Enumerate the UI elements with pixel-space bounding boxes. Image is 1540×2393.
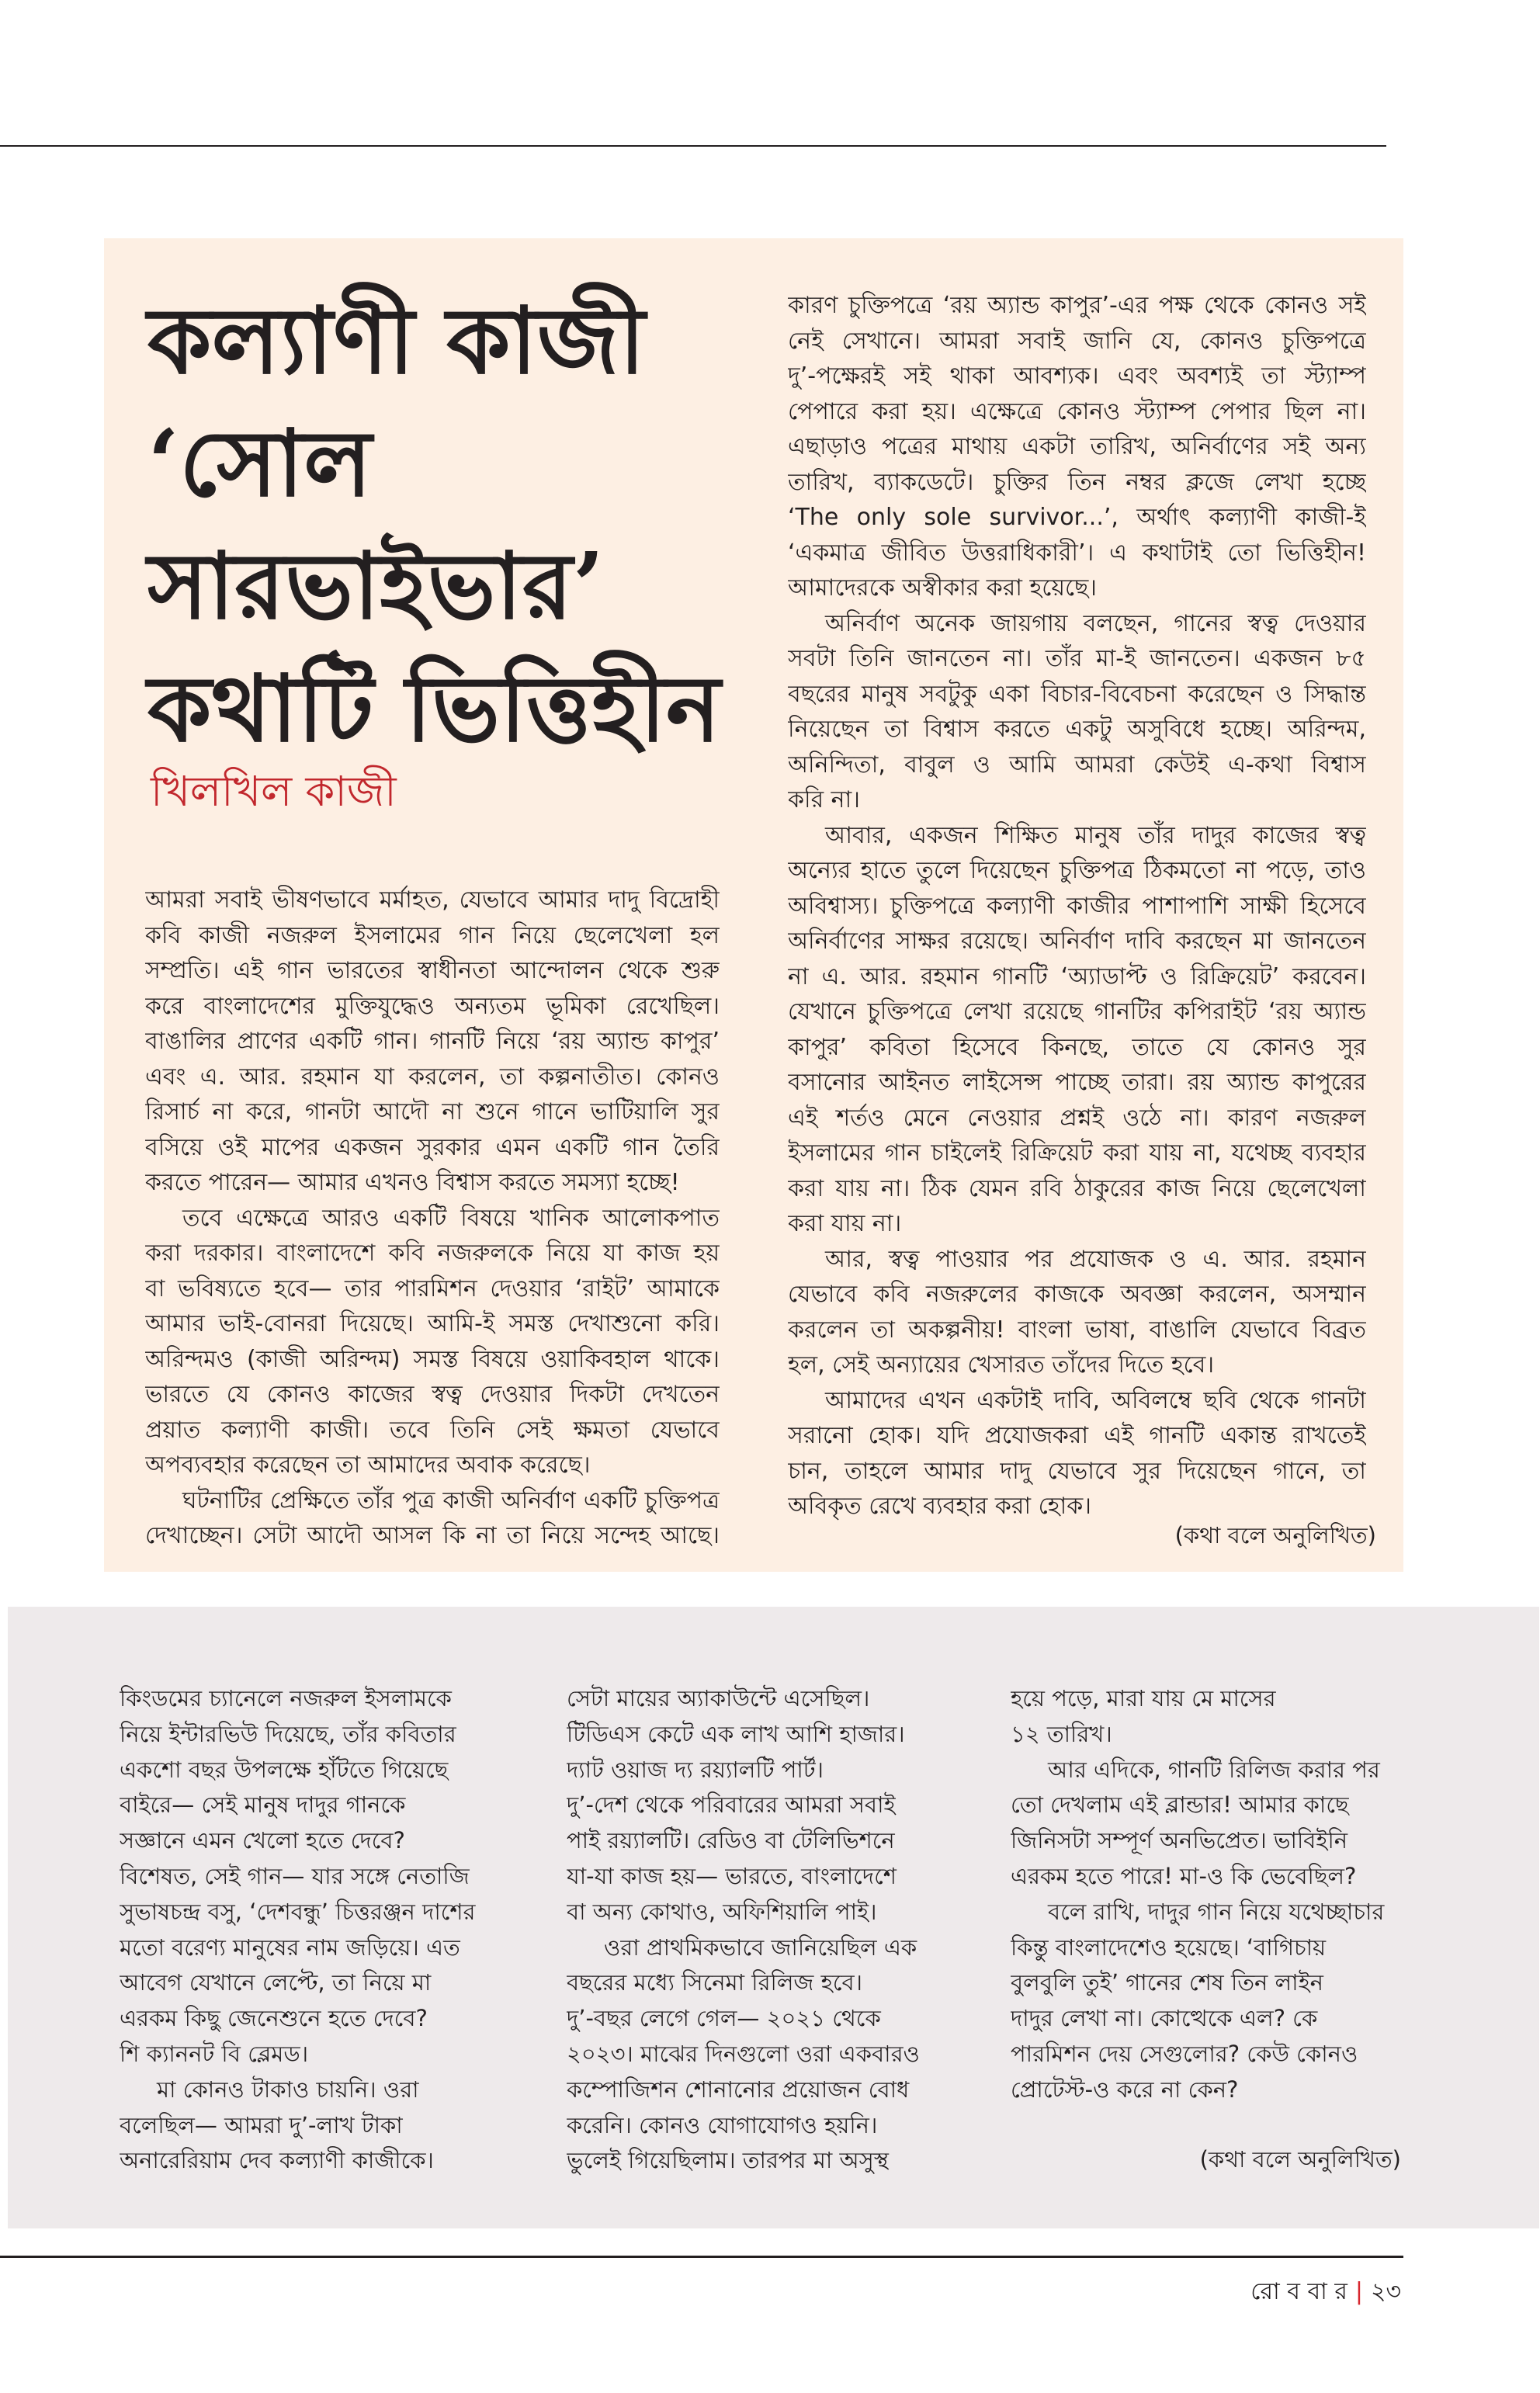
text-line: আর, স্বত্ব পাওয়ার পর প্রযোজক ও এ. আর. রহমান xyxy=(825,1245,1366,1273)
text-line: আর এদিকে, গানটি রিলিজ করার পর xyxy=(1048,1756,1380,1783)
text-line: দাদুর লেখা না। কোত্থেকে এল? কে xyxy=(1011,2005,1318,2032)
text-line: করি না। xyxy=(788,786,860,813)
text-line: ঘটনাটির প্রেক্ষিতে তাঁর পুত্র কাজী অনির্বাণ একটি চুক্তিপত্র xyxy=(182,1486,720,1514)
text-line: শি ক্যাননট বি ব্লেমড। xyxy=(120,2040,309,2067)
sidebar-column-2 xyxy=(567,1681,970,2179)
text-line: বছরের মধ্যে সিনেমা রিলিজ হবে। xyxy=(567,1969,862,1996)
text-line: সম্প্রতি। এই গান ভারতের স্বাধীনতা আন্দোলন থেকে শুরু xyxy=(145,957,720,984)
text-line: আমরা সবাই ভীষণভাবে মর্মাহত, যেভাবে আমার দাদু বিদ্রোহী xyxy=(145,886,720,914)
text-line: আমাদেরকে অস্বীকার করা হয়েছে। xyxy=(788,574,1097,602)
page-number: ২৩ xyxy=(1370,2278,1401,2305)
text-line: চান, তাহলে আমার দাদু যেভাবে সুর দিয়েছেন গানে, তা xyxy=(788,1457,1366,1485)
folio-separator: | xyxy=(1354,2278,1363,2305)
text-line: সেটা মায়ের অ্যাকাউন্টে এসেছিল। xyxy=(567,1685,870,1712)
text-line: নিয়ে ইন্টারভিউ দিয়েছে, তাঁর কবিতার xyxy=(120,1720,456,1747)
byline: খিলখিল কাজী xyxy=(151,767,397,816)
text-line: দু’-পক্ষেরই সই থাকা আবশ্যক। এবং অবশ্যই তা স্ট্যাম্প xyxy=(788,362,1366,390)
text-line: দু’-বছর লেগে গেল— ২০২১ থেকে xyxy=(567,2005,881,2032)
headline xyxy=(147,279,737,770)
text-line: না এ. আর. রহমান গানটি ‘অ্যাডাপ্ট ও রিক্রিয়েট’ করবেন। xyxy=(788,962,1366,990)
text-line: অনির্বাণ অনেক জায়গায় বলছেন, গানের স্বত্ব দেওয়ার xyxy=(825,609,1366,637)
article-column-left xyxy=(145,883,720,1554)
text-line: আমার ভাই-বোনরা দিয়েছে। আমি-ই সমস্ত দেখাশুনো করি। xyxy=(145,1310,720,1337)
text-line: অবিকৃত রেখে ব্যবহার করা হোক। xyxy=(788,1493,1091,1520)
text-line: পেপারে করা হয়। এক্ষেত্রে কোনও স্ট্যাম্প পেপার ছিল না। xyxy=(788,397,1366,425)
headline-line: কল্যাণী কাজী xyxy=(147,286,646,394)
text-line: সবটা তিনি জানতেন না। তাঁর মা-ই জানতেন। একজন ৮৫ xyxy=(788,645,1366,672)
text-line: আবেগ যেখানে লেপ্টে, তা নিয়ে মা xyxy=(120,1969,432,1996)
text-line: করেনি। কোনও যোগাযোগও হয়নি। xyxy=(567,2111,878,2138)
sidebar-attribution: (কথা বলে অনুলিখিত) xyxy=(1199,2146,1401,2173)
text-line: ভারতে যে কোনও কাজের স্বত্ব দেওয়ার দিকটা দেখতেন xyxy=(145,1381,720,1408)
text-line: বা অন্য কোথাও, অফিশিয়ালি পাই। xyxy=(567,1898,877,1925)
text-line: অবিশ্বাস্য। চুক্তিপত্রে কল্যাণী কাজীর পাশাপাশি সাক্ষী হিসেবে xyxy=(788,892,1366,920)
text-line: করা যায় না। ঠিক যেমন রবি ঠাকুরের কাজ নিয়ে ছেলেখেলা xyxy=(788,1174,1366,1202)
text-line: এবং এ. আর. রহমান যা করলেন, তা কল্পনাতীত। কোনও xyxy=(145,1063,720,1091)
text-line: দু’-দেশ থেকে পরিবারের আমরা সবাই xyxy=(567,1791,896,1819)
text-line: করা দরকার। বাংলাদেশে কবি নজরুলকে নিয়ে যা কাজ হয় xyxy=(145,1240,720,1267)
text-line: হল, সেই অন্যায়ের খেসারত তাঁদের দিতে হবে। xyxy=(788,1351,1215,1379)
text-line: ২০২৩। মাঝের দিনগুলো ওরা একবারও xyxy=(567,2040,920,2067)
text-line: তো দেখলাম এই ব্লান্ডার! আমার কাছে xyxy=(1011,1791,1349,1819)
text-line: প্রোটেস্ট-ও করে না কেন? xyxy=(1011,2076,1239,2103)
text-line: কাপুর’ কবিতা হিসেবে কিনছে, তাতে যে কোনও সুর xyxy=(788,1033,1366,1061)
text-line: একশো বছর উপলক্ষে হাঁটতে গিয়েছে xyxy=(120,1756,449,1783)
text-line: এই শর্তও মেনে নেওয়ার প্রশ্নই ওঠে না। কারণ নজরুল xyxy=(788,1104,1366,1132)
text-line: বিশেষত, সেই গান— যার সঙ্গে নেতাজি xyxy=(120,1862,470,1889)
bottom-rule xyxy=(0,2256,1403,2258)
text-line: মা কোনও টাকাও চায়নি। ওরা xyxy=(157,2076,419,2103)
text-line: অনির্বাণের সাক্ষর রয়েছে। অনির্বাণ দাবি করছেন মা জানতেন xyxy=(788,928,1366,955)
text-line: সরানো হোক। যদি প্রযোজকরা এই গানটি একান্ত রাখতেই xyxy=(788,1422,1366,1449)
text-line: কিন্তু বাংলাদেশেও হয়েছে। ‘বাগিচায় xyxy=(1011,1933,1327,1961)
text-line: টিডিএস কেটে এক লাখ আশি হাজার। xyxy=(567,1720,905,1747)
text-line: পারমিশন দেয় সেগুলোর? কেউ কোনও xyxy=(1011,2040,1358,2067)
text-line: সুভাষচন্দ্র বসু, ‘দেশবন্ধু’ চিত্তরঞ্জন দাশের xyxy=(120,1898,476,1925)
text-line: দ্যাট ওয়াজ দ্য রয়্যালটি পার্ট। xyxy=(567,1756,824,1783)
text-line: বুলবুলি তুই’ গানের শেষ তিন লাইন xyxy=(1011,1969,1323,1996)
text-line: নেই সেখানে। আমরা সবাই জানি যে, কোনও চুক্তিপত্রে xyxy=(788,327,1366,355)
page-folio xyxy=(1250,2273,1401,2312)
text-line: ইসলামের গান চাইলেই রিক্রিয়েট করা যায় না, যথেচ্ছ ব্যবহার xyxy=(788,1139,1366,1167)
text-line: বছরের মানুষ সবটুকু একা বিচার-বিবেচনা করেছেন ও সিদ্ধান্ত xyxy=(788,680,1366,708)
text-line: দেখাচ্ছেন। সেটা আদৌ আসল কি না তা নিয়ে সন্দেহ আছে। xyxy=(145,1522,720,1549)
text-line: বলেছিল— আমরা দু’-লাখ টাকা xyxy=(120,2111,403,2138)
text-line: করলেন তা অকল্পনীয়! বাংলা ভাষা, বাঙালি যেভাবে বিব্রত xyxy=(788,1316,1366,1344)
text-line: কারণ চুক্তিপত্রে ‘রয় অ্যান্ড কাপুর’-এর পক্ষ থেকে কোনও সই xyxy=(788,292,1366,319)
text-line: আমাদের এখন একটাই দাবি, অবিলম্বে ছবি থেকে গানটা xyxy=(825,1386,1366,1414)
text-line: যেখানে চুক্তিপত্রে লেখা রয়েছে গানটির কপিরাইট ‘রয় অ্যান্ড xyxy=(788,998,1366,1025)
text-line: করতে পারেন— আমার এখনও বিশ্বাস করতে সমস্যা হচ্ছে! xyxy=(145,1169,680,1196)
sidebar-column-1 xyxy=(120,1681,523,2179)
text-line: করে বাংলাদেশের মুক্তিযুদ্ধেও অন্যতম ভূমিকা রেখেছিল। xyxy=(145,992,720,1020)
text-line: হয়ে পড়ে, মারা যায় মে মাসের xyxy=(1011,1685,1276,1712)
text-line: এরকম হতে পারে! মা-ও কি ভেবেছিল? xyxy=(1011,1862,1357,1889)
text-line: বাঙালির প্রাণের একটি গান। গানটি নিয়ে ‘রয় অ্যান্ড কাপুর’ xyxy=(145,1028,720,1055)
text-line: কম্পোজিশন শোনানোর প্রয়োজন বোধ xyxy=(567,2076,910,2103)
text-line: পাই রয়্যালটি। রেডিও বা টেলিভিশনে xyxy=(567,1827,895,1854)
text-line: ‘The only sole survivor...’, অর্থাৎ কল্যাণী কাজী-ই xyxy=(788,504,1366,531)
article-attribution: (কথা বলে অনুলিখিত) xyxy=(1174,1522,1376,1549)
text-line: অনারেরিয়াম দেব কল্যাণী কাজীকে। xyxy=(120,2147,434,2174)
text-line: তবে এক্ষেত্রে আরও একটি বিষয়ে খানিক আলোকপাত xyxy=(182,1204,720,1232)
text-line: নিয়েছেন তা বিশ্বাস করতে একটু অসুবিধে হচ্ছে। অরিন্দম, xyxy=(788,716,1366,743)
article-column-right xyxy=(788,288,1366,1524)
headline-line: ‘সোল xyxy=(147,409,373,517)
text-line: বসানোর আইনত লাইসেন্স পাচ্ছে তারা। রয় অ্যান্ড কাপুরের xyxy=(788,1069,1366,1096)
top-rule xyxy=(0,145,1386,147)
text-line: ১২ তারিখ। xyxy=(1011,1720,1112,1747)
text-line: করা যায় না। xyxy=(788,1210,902,1237)
text-line: রিসার্চ না করে, গানটা আদৌ না শুনে গানে ভাটিয়ালি সুর xyxy=(145,1098,720,1125)
text-line: আবার, একজন শিক্ষিত মানুষ তাঁর দাদুর কাজের স্বত্ব xyxy=(825,821,1366,849)
text-line: বাইরে— সেই মানুষ দাদুর গানকে xyxy=(120,1791,406,1819)
text-line: কিংডমের চ্যানেলে নজরুল ইসলামকে xyxy=(120,1685,452,1712)
text-line: অন্যের হাতে তুলে দিয়েছেন চুক্তিপত্র ঠিকমতো না পড়ে, তাও xyxy=(788,857,1366,884)
headline-line: কথাটি ভিত্তিহীন xyxy=(147,654,721,762)
text-line: তারিখ, ব্যাকডেটে। চুক্তির তিন নম্বর ক্লজে লেখা হচ্ছে xyxy=(788,468,1366,496)
text-line: কবি কাজী নজরুল ইসলামের গান নিয়ে ছেলেখেলা হল xyxy=(145,921,720,949)
text-line: এরকম কিছু জেনেশুনে হতে দেবে? xyxy=(120,2005,428,2032)
text-line: এছাড়াও পত্রের মাথায় একটা তারিখ, অনির্বাণের সই অন্য xyxy=(788,433,1366,460)
sidebar-column-3 xyxy=(1011,1681,1414,2108)
text-line: বা ভবিষ্যতে হবে— তার পারমিশন দেওয়ার ‘রাইট’ আমাকে xyxy=(145,1275,720,1302)
headline-line: সারভাইভার’ xyxy=(147,532,605,640)
text-line: যা-যা কাজ হয়— ভারতে, বাংলাদেশে xyxy=(567,1862,897,1889)
text-line: ভুলেই গিয়েছিলাম। তারপর মা অসুস্থ xyxy=(567,2147,889,2174)
text-line: বলে রাখি, দাদুর গান নিয়ে যথেচ্ছাচার xyxy=(1048,1898,1385,1925)
text-line: ‘একমাত্র জীবিত উত্তরাধিকারী’। এ কথাটাই তো ভিত্তিহীন! xyxy=(788,539,1366,567)
text-line: প্রয়াত কল্যাণী কাজী। তবে তিনি সেই ক্ষমতা যেভাবে xyxy=(145,1416,720,1444)
text-line: সজ্ঞানে এমন খেলো হতে দেবে? xyxy=(120,1827,405,1854)
text-line: বসিয়ে ওই মাপের একজন সুরকার এমন একটি গান তৈরি xyxy=(145,1133,720,1161)
text-line: অরিন্দমও (কাজী অরিন্দম) সমস্ত বিষয়ে ওয়াকিবহাল থাকে। xyxy=(145,1345,720,1373)
text-line: জিনিসটা সম্পূর্ণ অনভিপ্রেত। ভাবিইনি xyxy=(1011,1827,1348,1854)
text-line: অনিন্দিতা, বাবুল ও আমি আমরা কেউই এ-কথা বিশ্বাস xyxy=(788,751,1366,779)
text-line: ওরা প্রাথমিকভাবে জানিয়েছিল এক xyxy=(604,1933,917,1961)
magazine-name: রো ব বা র xyxy=(1250,2278,1348,2305)
text-line: অপব্যবহার করেছেন তা আমাদের অবাক করেছে। xyxy=(145,1451,591,1479)
text-line: মতো বরেণ্য মানুষের নাম জড়িয়ে। এত xyxy=(120,1933,460,1961)
text-line: যেভাবে কবি নজরুলের কাজকে অবজ্ঞা করলেন, অসম্মান xyxy=(788,1281,1366,1308)
